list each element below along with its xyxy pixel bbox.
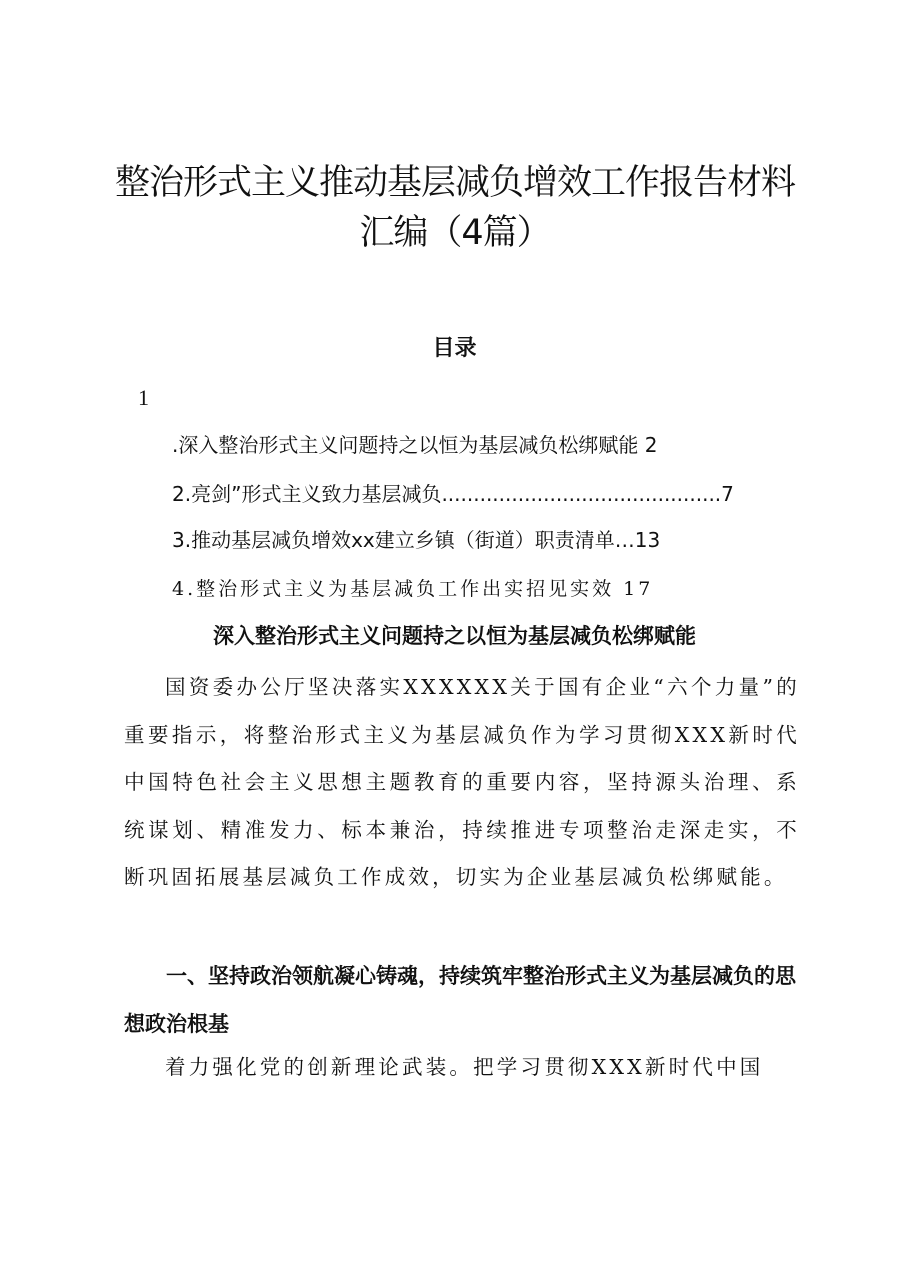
- toc-item-4[interactable]: 4.整治形式主义为基层减负工作出实招见实效 17: [172, 578, 654, 600]
- document-title-line-1: 整治形式主义推动基层减负增效工作报告材料: [114, 163, 795, 203]
- toc-number: 1: [138, 385, 149, 410]
- toc-item-1[interactable]: .深入整治形式主义问题持之以恒为基层减负松绑赋能 2: [172, 433, 658, 457]
- toc-item-2[interactable]: 2.亮剑”形式主义致力基层减负............................................7: [172, 482, 734, 506]
- body-paragraph-1: 国资委办公厅坚决落实XXXXXX关于国有企业“六个力量”的重要指示，将整治形式主义为基层减负作为学习贯彻XXX新时代中国特色社会主义思想主题教育的重要内容，坚持源头治理、系统谋划、精准发力、标本兼治，持续推进专项整治走深走实，不断巩固拓展基层减负工作成效，切实为企业基层减负松绑赋能。: [124, 675, 800, 889]
- body-paragraph-2: 着力强化党的创新理论武装。把学习贯彻XXX新时代中国: [165, 1055, 764, 1079]
- section-title: 深入整治形式主义问题持之以恒为基层减负松绑赋能: [213, 623, 696, 648]
- subheading-1: 一、坚持政治领航凝心铸魂，持续筑牢整治形式主义为基层减负的思想政治根基: [124, 964, 796, 1036]
- document-title-line-2: 汇编（4篇）: [359, 213, 551, 253]
- toc-item-3[interactable]: 3.推动基层减负增效xx建立乡镇（街道）职责清单…13: [172, 528, 661, 552]
- toc-heading: 目录: [432, 335, 477, 361]
